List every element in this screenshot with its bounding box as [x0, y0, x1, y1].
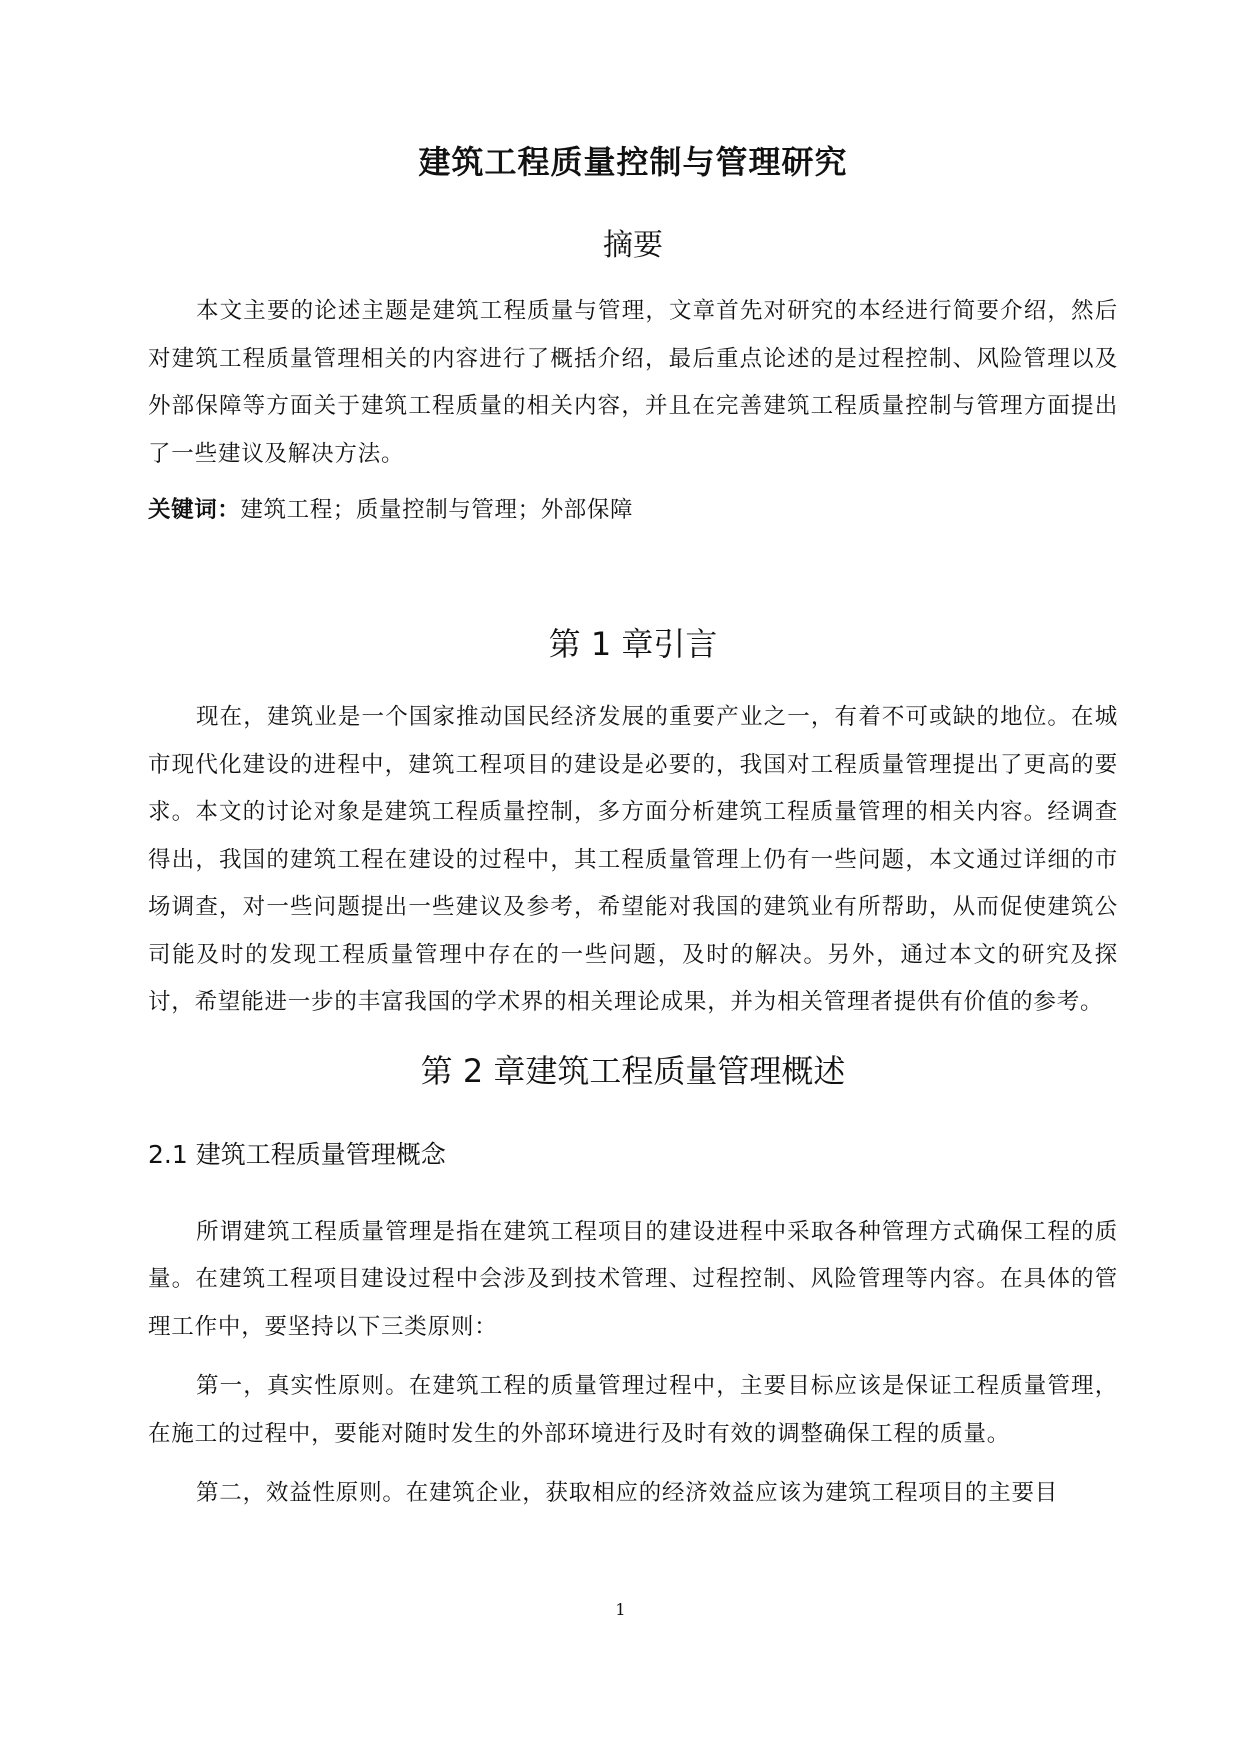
- principle-2-paragraph: 第二，效益性原则。在建筑企业，获取相应的经济效益应该为建筑工程项目的主要目: [196, 1480, 1059, 1506]
- principle-1-paragraph: 第一，真实性原则。在建筑工程的质量管理过程中，主要目标应该是保证工程质量管理，在施工的过程中，要能对随时发生的外部环境进行及时有效的调整确保工程的质量。: [148, 1373, 1118, 1447]
- page-content: [148, 140, 1118, 1518]
- keywords-text: 建筑工程；质量控制与管理；外部保障: [240, 497, 634, 523]
- document-title: 建筑工程质量控制与管理研究: [418, 143, 848, 181]
- keywords-line: [148, 490, 1118, 530]
- chapter-1-paragraph: 现在，建筑业是一个国家推动国民经济发展的重要产业之一，有着不可或缺的地位。在城市现代化建设的进程中，建筑工程项目的建设是必要的，我国对工程质量管理提出了更高的要求。本文的讨论对象是建筑工程质量控制，多方面分析建筑工程质量管理的相关内容。经调查得出，我国的建筑工程在建设的过程中，其工程质量管理上仍有一些问题，本文通过详细的市场调查，对一些问题提出一些建议及参考，希望能对我国的建筑业有所帮助，从而促使建筑公司能及时的发现工程质量管理中存在的一些问题，及时的解决。另外，通过本文的研究及探讨，希望能进一步的丰富我国的学术界的相关理论成果，并为相关管理者提供有价值的参考。: [148, 704, 1118, 1015]
- chapter-1-heading: 第 1 章引言: [548, 625, 718, 663]
- section-2-1-paragraph: 所谓建筑工程质量管理是指在建筑工程项目的建设进程中采取各种管理方式确保工程的质量。在建筑工程项目建设过程中会涉及到技术管理、过程控制、风险管理等内容。在具体的管理工作中，要坚持以下三类原则：: [148, 1218, 1118, 1340]
- keywords-label: 关键词：: [148, 497, 241, 523]
- chapter-2-heading: 第 2 章建筑工程质量管理概述: [420, 1051, 846, 1090]
- abstract-heading: 摘要: [603, 228, 663, 263]
- page-number: 1: [615, 1600, 626, 1619]
- abstract-paragraph: 本文主要的论述主题是建筑工程质量与管理，文章首先对研究的本经进行简要介绍，然后对建筑工程质量管理相关的内容进行了概括介绍，最后重点论述的是过程控制、风险管理以及外部保障等方面关于建筑工程质量的相关内容，并且在完善建筑工程质量控制与管理方面提出了一些建议及解决方法。: [148, 298, 1118, 467]
- section-2-1-heading: 2.1 建筑工程质量管理概念: [148, 1139, 446, 1169]
